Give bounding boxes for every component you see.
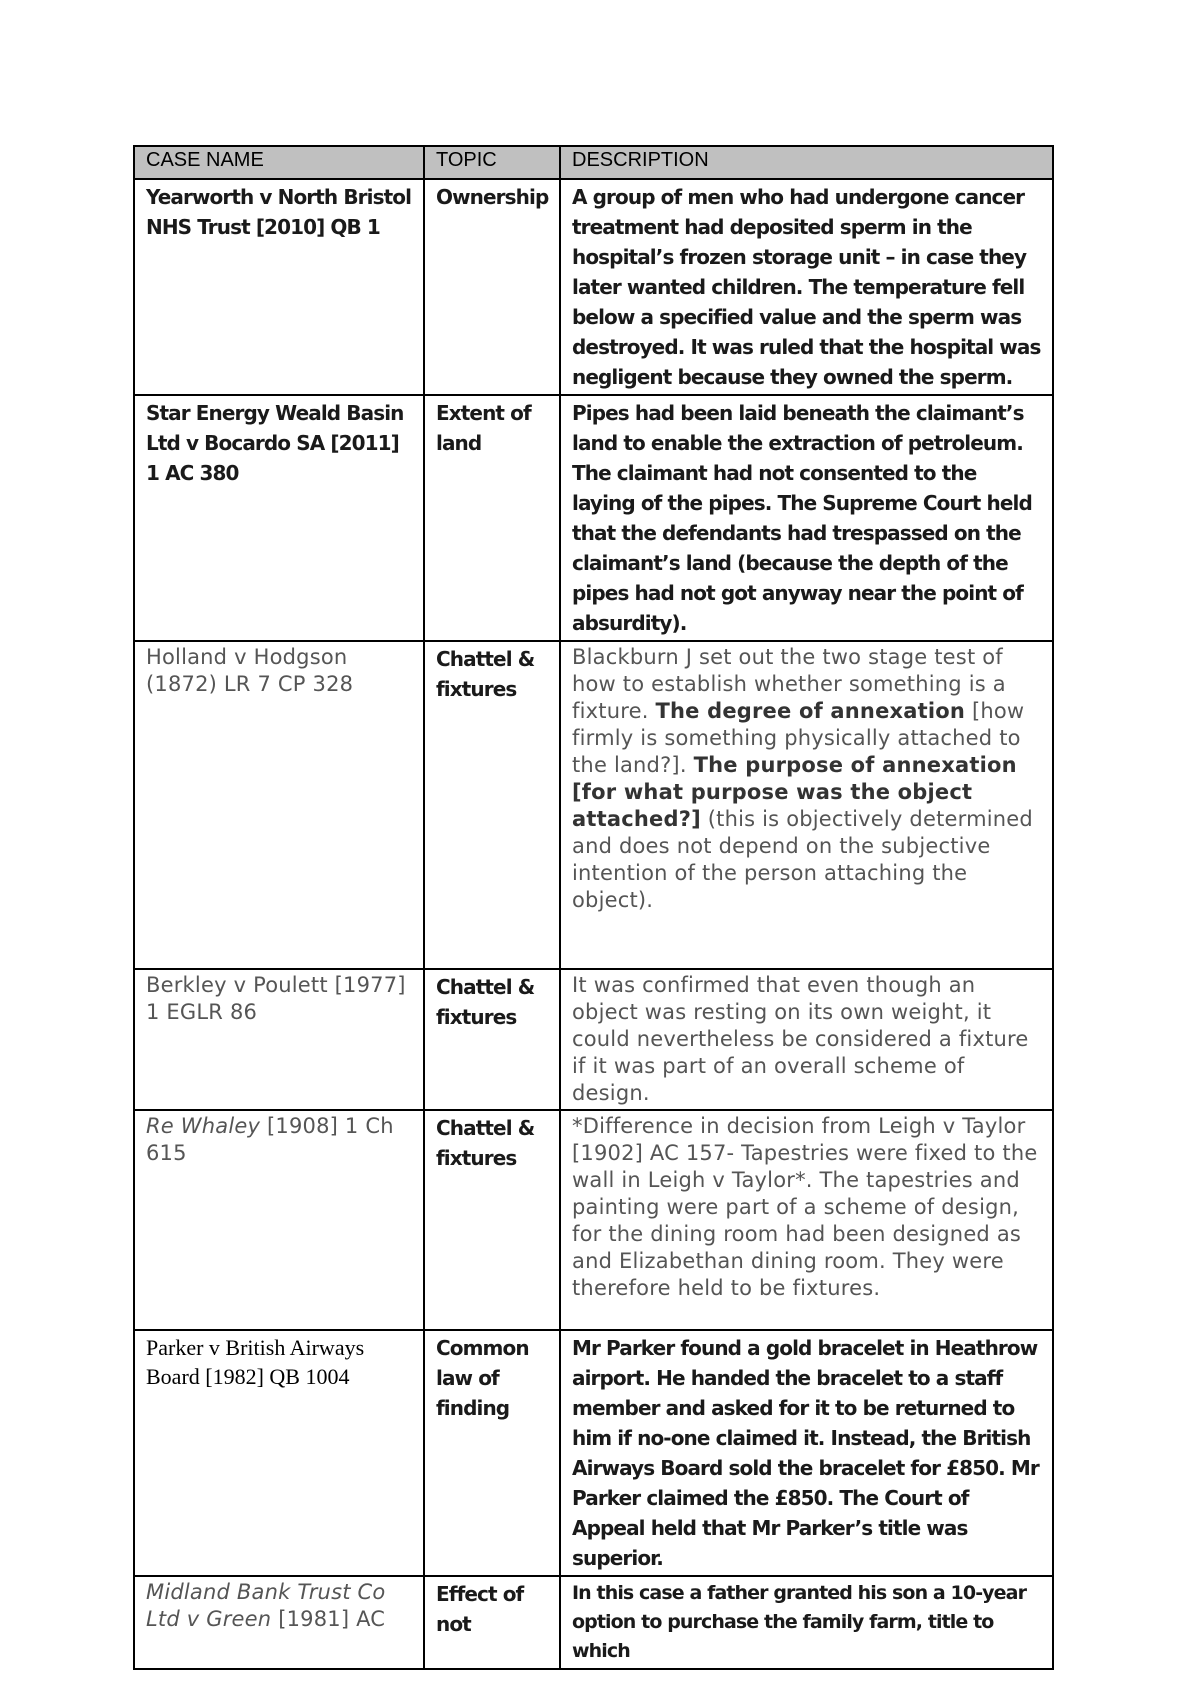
description-text: [how firmly is something physically attached to the land?]. <box>572 699 1025 777</box>
case-name-cell: Yearworth v North Bristol NHS Trust [2010] QB 1 <box>134 179 424 395</box>
description-cell: *Difference in decision from Leigh v Taylor [1902] AC 157- Tapestries were fixed to the wall in Leigh v Taylor*. The tapestries and painting were part of a scheme of design, for the dining room had been designed as and Elizabethan dining room. They were therefore held to be fixtures. <box>560 1110 1053 1330</box>
case-name-cell <box>134 1110 424 1330</box>
case-name-cell: Berkley v Poulett [1977] 1 EGLR 86 <box>134 969 424 1110</box>
description-emphasis: The purpose of annexation [for what purpose was the object attached?] <box>572 753 1017 831</box>
topic-cell: Effect of not <box>424 1576 560 1669</box>
table-row <box>134 969 1053 1110</box>
header-case-name: CASE NAME <box>134 146 424 179</box>
case-name-cell: Holland v Hodgson (1872) LR 7 CP 328 <box>134 641 424 969</box>
description-cell: It was confirmed that even though an object was resting on its own weight, it could nevertheless be considered a fixture if it was part of an overall scheme of design. <box>560 969 1053 1110</box>
header-topic: TOPIC <box>424 146 560 179</box>
description-cell: In this case a father granted his son a 10-year option to purchase the family farm, title to which <box>560 1576 1053 1669</box>
table-row <box>134 1576 1053 1669</box>
table-row <box>134 1110 1053 1330</box>
case-name-cell <box>134 1576 424 1669</box>
description-cell: A group of men who had undergone cancer treatment had deposited sperm in the hospital’s frozen storage unit – in case they later wanted children. The temperature fell below a specified value and the sperm was destroyed. It was ruled that the hospital was negligent because they owned the sperm. <box>560 179 1053 395</box>
topic-cell: Extent of land <box>424 395 560 641</box>
topic-cell: Chattel & fixtures <box>424 1110 560 1330</box>
table-row <box>134 1330 1053 1576</box>
topic-cell: Common law of finding <box>424 1330 560 1576</box>
description-cell <box>560 641 1053 969</box>
table-row <box>134 395 1053 641</box>
description-text: Blackburn J set out the two stage test of how to establish whether something is a fixture. <box>572 645 1006 723</box>
case-table <box>133 145 1054 1670</box>
case-name-cell: Star Energy Weald Basin Ltd v Bocardo SA [2011] 1 AC 380 <box>134 395 424 641</box>
case-name-italic: Midland Bank Trust Co Ltd v Green <box>146 1580 386 1631</box>
table-row <box>134 179 1053 395</box>
case-name-italic: Re Whaley <box>146 1114 261 1138</box>
topic-cell: Chattel & fixtures <box>424 969 560 1110</box>
topic-cell: Chattel & fixtures <box>424 641 560 969</box>
case-name-citation: [1981] AC <box>271 1607 386 1631</box>
topic-cell: Ownership <box>424 179 560 395</box>
table-row <box>134 641 1053 969</box>
description-cell: Pipes had been laid beneath the claimant’s land to enable the extraction of petroleum. The claimant had not consented to the laying of the pipes. The Supreme Court held that the defendants had trespassed on the claimant’s land (because the depth of the pipes had not got anyway near the point of absurdity). <box>560 395 1053 641</box>
description-cell: Mr Parker found a gold bracelet in Heathrow airport. He handed the bracelet to a staff member and asked for it to be returned to him if no-one claimed it. Instead, the British Airways Board sold the bracelet for £850. Mr Parker claimed the £850. The Court of Appeal held that Mr Parker’s title was superior. <box>560 1330 1053 1576</box>
description-text: (this is objectively determined and does not depend on the subjective intention of the person attaching the object). <box>572 807 1033 912</box>
case-name-cell: Parker v British Airways Board [1982] QB 1004 <box>134 1330 424 1576</box>
table-header-row <box>134 146 1053 179</box>
case-name-citation: [1908] 1 Ch 615 <box>146 1114 394 1165</box>
header-description: DESCRIPTION <box>560 146 1053 179</box>
description-emphasis: The degree of annexation <box>655 699 966 723</box>
